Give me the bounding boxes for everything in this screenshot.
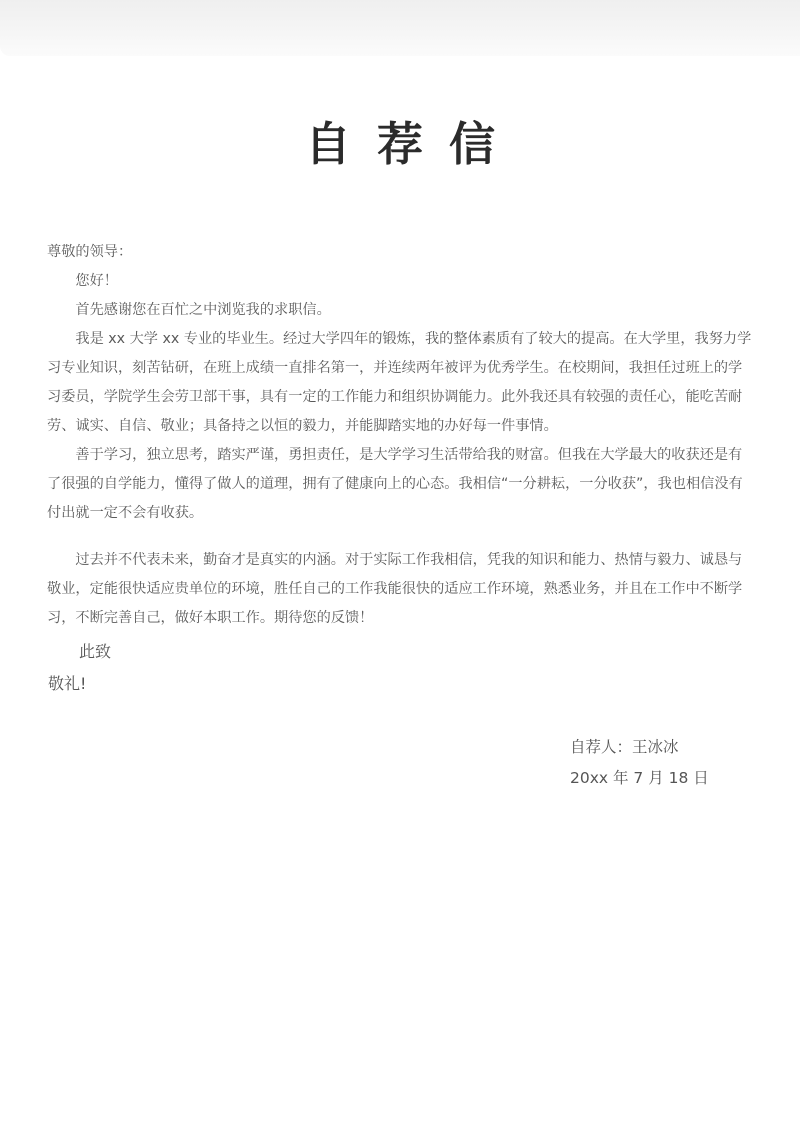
signature: 自荐人：王冰冰 bbox=[570, 738, 679, 756]
paragraph-gap bbox=[47, 528, 753, 546]
letter-body bbox=[47, 238, 753, 633]
closing-line-1: 此致 bbox=[79, 642, 112, 661]
paragraph-background: 我是 xx 大学 xx 专业的毕业生。经过大学四年的锻炼，我的整体素质有了较大的提高。在大学里，我努力学习专业知识，刻苦钻研，在班上成绩一直排名第一，并连续两年被评为优秀学生。在校期间，我担任过班上的学习委员，学院学生会劳卫部干事，具有一定的工作能力和组织协调能力。此外我还具有较强的责任心，能吃苦耐劳、诚实、自信、敬业；具备持之以恒的毅力，并能脚踏实地的办好每一件事情。 bbox=[47, 331, 752, 434]
greeting: 您好！ bbox=[75, 273, 118, 289]
date: 20xx 年 7 月 18 日 bbox=[570, 769, 709, 787]
closing-line-2: 敬礼! bbox=[48, 674, 87, 693]
paragraph-future: 过去并不代表未来，勤奋才是真实的内涵。对于实际工作我相信，凭我的知识和能力、热情与毅力、诚恳与敬业，定能很快适应贵单位的环境，胜任自己的工作我能很快的适应工作环境，熟悉业务，并且在工作中不断学习，不断完善自己，做好本职工作。期待您的反馈！ bbox=[47, 552, 743, 626]
page-header-band bbox=[0, 0, 800, 56]
paragraph-intro: 首先感谢您在百忙之中浏览我的求职信。 bbox=[75, 302, 331, 318]
salutation: 尊敬的领导： bbox=[47, 244, 133, 260]
page-title: 自荐信 bbox=[305, 117, 521, 171]
paragraph-learning: 善于学习，独立思考，踏实严谨，勇担责任，是大学学习生活带给我的财富。但我在大学最大的收获还是有了很强的自学能力，懂得了做人的道理，拥有了健康向上的心态。我相信“一分耕耘，一分收获”，我也相信没有付出就一定不会有收获。 bbox=[47, 447, 743, 521]
